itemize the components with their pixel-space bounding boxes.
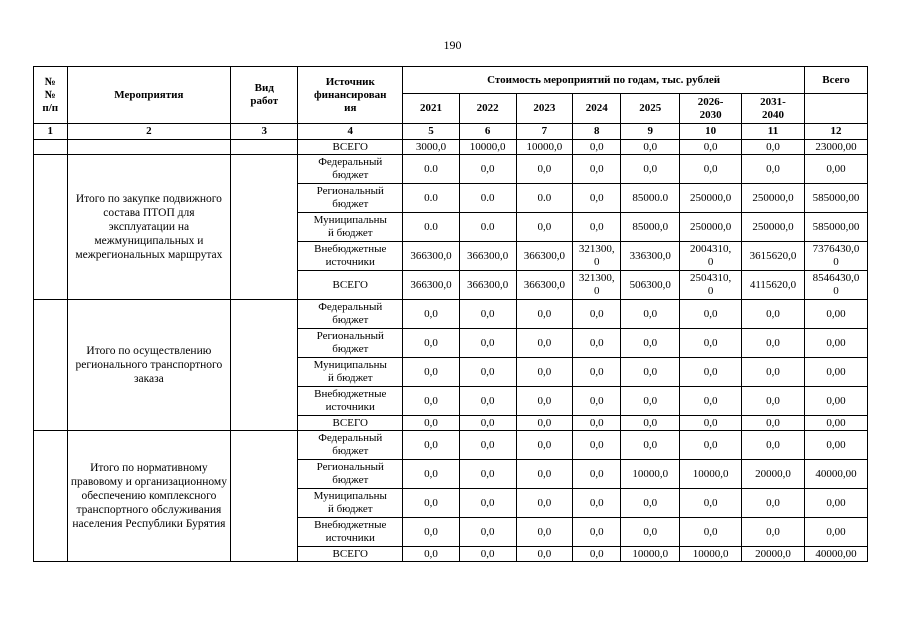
value-cell: 10000,0 bbox=[680, 460, 742, 489]
group-title: Итого по осуществлению регионального транспортного заказа bbox=[67, 300, 231, 431]
cell-blank bbox=[231, 155, 298, 300]
table-row bbox=[34, 300, 868, 329]
value-cell: 0,0 bbox=[516, 387, 573, 416]
table-row bbox=[34, 140, 868, 155]
column-number: 5 bbox=[403, 124, 460, 140]
column-number: 8 bbox=[573, 124, 621, 140]
value-cell: 20000,0 bbox=[742, 460, 805, 489]
value-cell: 0,0 bbox=[742, 518, 805, 547]
header-year: 2025 bbox=[621, 94, 680, 124]
budget-table bbox=[33, 66, 868, 562]
cell-blank bbox=[34, 431, 68, 562]
value-cell: 0,0 bbox=[573, 547, 621, 562]
value-cell: 3000,0 bbox=[403, 140, 460, 155]
value-cell: 0,0 bbox=[573, 518, 621, 547]
value-cell: 0.0 bbox=[516, 184, 573, 213]
value-cell: 366300,0 bbox=[516, 271, 573, 300]
value-cell: 250000,0 bbox=[680, 213, 742, 242]
source-cell: ВСЕГО bbox=[298, 140, 403, 155]
cell-blank bbox=[34, 140, 68, 155]
value-cell: 0,0 bbox=[573, 184, 621, 213]
value-cell: 0,0 bbox=[680, 387, 742, 416]
value-cell: 10000,0 bbox=[516, 140, 573, 155]
value-cell: 0,0 bbox=[459, 155, 516, 184]
value-cell: 366300,0 bbox=[516, 242, 573, 271]
value-cell: 0,0 bbox=[621, 416, 680, 431]
header-year: 2022 bbox=[459, 94, 516, 124]
source-cell: Региональный бюджет bbox=[298, 460, 403, 489]
column-number: 10 bbox=[680, 124, 742, 140]
header-work-type: Вид работ bbox=[231, 67, 298, 124]
value-cell: 40000,00 bbox=[804, 460, 867, 489]
value-cell: 0,0 bbox=[680, 155, 742, 184]
value-cell: 0,00 bbox=[804, 489, 867, 518]
value-cell: 0,0 bbox=[742, 416, 805, 431]
header-year: 2031- 2040 bbox=[742, 94, 805, 124]
value-cell: 4115620,0 bbox=[742, 271, 805, 300]
value-cell: 40000,00 bbox=[804, 547, 867, 562]
value-cell: 8546430,0 0 bbox=[804, 271, 867, 300]
source-cell: Муниципальны й бюджет bbox=[298, 489, 403, 518]
column-number: 4 bbox=[298, 124, 403, 140]
table-row bbox=[34, 155, 868, 184]
source-cell: Внебюджетные источники bbox=[298, 387, 403, 416]
source-cell: Внебюджетные источники bbox=[298, 518, 403, 547]
value-cell: 0,0 bbox=[403, 358, 460, 387]
column-number: 9 bbox=[621, 124, 680, 140]
value-cell: 0,0 bbox=[573, 489, 621, 518]
value-cell: 0,0 bbox=[680, 431, 742, 460]
value-cell: 0,0 bbox=[621, 300, 680, 329]
value-cell: 0,00 bbox=[804, 300, 867, 329]
value-cell: 0,0 bbox=[516, 329, 573, 358]
value-cell: 250000,0 bbox=[742, 184, 805, 213]
value-cell: 0,0 bbox=[516, 460, 573, 489]
value-cell: 3615620,0 bbox=[742, 242, 805, 271]
value-cell: 0,00 bbox=[804, 155, 867, 184]
value-cell: 0,0 bbox=[459, 416, 516, 431]
value-cell: 85000,0 bbox=[621, 213, 680, 242]
column-number: 7 bbox=[516, 124, 573, 140]
value-cell: 0,0 bbox=[742, 358, 805, 387]
source-cell: Муниципальны й бюджет bbox=[298, 213, 403, 242]
value-cell: 20000,0 bbox=[742, 547, 805, 562]
value-cell: 0,0 bbox=[573, 155, 621, 184]
value-cell: 0,0 bbox=[516, 300, 573, 329]
group-title: Итого по нормативному правовому и организационному обеспечению комплексного транспортного обслуживания населения Республики Бурятия bbox=[67, 431, 231, 562]
value-cell: 0,00 bbox=[804, 329, 867, 358]
header-num: № № п/п bbox=[34, 67, 68, 124]
value-cell: 10000,0 bbox=[621, 547, 680, 562]
value-cell: 0,0 bbox=[621, 329, 680, 358]
source-cell: Муниципальны й бюджет bbox=[298, 358, 403, 387]
header-total: Всего bbox=[804, 67, 867, 94]
value-cell: 0,0 bbox=[573, 140, 621, 155]
value-cell: 0,0 bbox=[573, 387, 621, 416]
table-row bbox=[34, 431, 868, 460]
group-title: Итого по закупке подвижного состава ПТОП для эксплуатации на межмуниципальных и межрегиональных маршрутах bbox=[67, 155, 231, 300]
value-cell: 585000,00 bbox=[804, 184, 867, 213]
value-cell: 0,00 bbox=[804, 416, 867, 431]
value-cell: 0.0 bbox=[459, 184, 516, 213]
value-cell: 0,0 bbox=[516, 416, 573, 431]
column-number: 1 bbox=[34, 124, 68, 140]
value-cell: 0,0 bbox=[621, 155, 680, 184]
column-number: 12 bbox=[804, 124, 867, 140]
value-cell: 0,0 bbox=[403, 300, 460, 329]
value-cell: 2504310, 0 bbox=[680, 271, 742, 300]
value-cell: 0,0 bbox=[403, 489, 460, 518]
value-cell: 0,0 bbox=[742, 329, 805, 358]
source-cell: Внебюджетные источники bbox=[298, 242, 403, 271]
value-cell: 23000,00 bbox=[804, 140, 867, 155]
value-cell: 0,0 bbox=[680, 489, 742, 518]
value-cell: 0,0 bbox=[403, 460, 460, 489]
source-cell: Региональный бюджет bbox=[298, 184, 403, 213]
value-cell: 0,0 bbox=[621, 489, 680, 518]
cell-blank bbox=[231, 300, 298, 431]
value-cell: 366300,0 bbox=[459, 271, 516, 300]
value-cell: 0,0 bbox=[742, 300, 805, 329]
value-cell: 0,00 bbox=[804, 358, 867, 387]
value-cell: 0,0 bbox=[680, 358, 742, 387]
value-cell: 2004310, 0 bbox=[680, 242, 742, 271]
value-cell: 0,0 bbox=[459, 547, 516, 562]
source-cell: Федеральный бюджет bbox=[298, 300, 403, 329]
value-cell: 506300,0 bbox=[621, 271, 680, 300]
value-cell: 0,0 bbox=[621, 518, 680, 547]
source-cell: Региональный бюджет bbox=[298, 329, 403, 358]
header-events: Мероприятия bbox=[67, 67, 231, 124]
value-cell: 0,0 bbox=[680, 329, 742, 358]
value-cell: 585000,00 bbox=[804, 213, 867, 242]
value-cell: 0.0 bbox=[403, 213, 460, 242]
header-total-blank bbox=[804, 94, 867, 124]
cell-blank bbox=[67, 140, 231, 155]
value-cell: 0,00 bbox=[804, 387, 867, 416]
value-cell: 0,0 bbox=[573, 431, 621, 460]
source-cell: Федеральный бюджет bbox=[298, 155, 403, 184]
value-cell: 0,0 bbox=[742, 155, 805, 184]
column-number: 6 bbox=[459, 124, 516, 140]
value-cell: 0,0 bbox=[459, 300, 516, 329]
value-cell: 0,00 bbox=[804, 431, 867, 460]
value-cell: 366300,0 bbox=[459, 242, 516, 271]
value-cell: 0,0 bbox=[403, 431, 460, 460]
value-cell: 0,0 bbox=[516, 358, 573, 387]
value-cell: 0,0 bbox=[459, 460, 516, 489]
value-cell: 0,0 bbox=[742, 489, 805, 518]
header-year: 2026- 2030 bbox=[680, 94, 742, 124]
value-cell: 10000,0 bbox=[621, 460, 680, 489]
value-cell: 0,0 bbox=[680, 300, 742, 329]
header-source: Источник финансирован ия bbox=[298, 67, 403, 124]
cell-blank bbox=[231, 431, 298, 562]
header-year: 2024 bbox=[573, 94, 621, 124]
value-cell: 0,0 bbox=[516, 155, 573, 184]
cell-blank bbox=[34, 155, 68, 300]
value-cell: 0,0 bbox=[459, 387, 516, 416]
value-cell: 0.0 bbox=[403, 155, 460, 184]
value-cell: 0,0 bbox=[516, 431, 573, 460]
source-cell: ВСЕГО bbox=[298, 271, 403, 300]
value-cell: 0,0 bbox=[459, 431, 516, 460]
value-cell: 0,0 bbox=[742, 387, 805, 416]
cell-blank bbox=[231, 140, 298, 155]
value-cell: 0,0 bbox=[516, 489, 573, 518]
value-cell: 366300,0 bbox=[403, 271, 460, 300]
value-cell: 0.0 bbox=[459, 213, 516, 242]
value-cell: 0,0 bbox=[403, 518, 460, 547]
value-cell: 0,0 bbox=[680, 518, 742, 547]
source-cell: ВСЕГО bbox=[298, 416, 403, 431]
value-cell: 336300,0 bbox=[621, 242, 680, 271]
column-number: 2 bbox=[67, 124, 231, 140]
value-cell: 0,0 bbox=[680, 416, 742, 431]
header-cost-title: Стоимость мероприятий по годам, тыс. рублей bbox=[403, 67, 805, 94]
cell-blank bbox=[34, 300, 68, 431]
value-cell: 85000.0 bbox=[621, 184, 680, 213]
value-cell: 0,0 bbox=[573, 300, 621, 329]
value-cell: 0,0 bbox=[516, 213, 573, 242]
value-cell: 0,0 bbox=[573, 213, 621, 242]
value-cell: 0,0 bbox=[742, 140, 805, 155]
value-cell: 0,0 bbox=[516, 547, 573, 562]
value-cell: 0.0 bbox=[403, 184, 460, 213]
value-cell: 0,0 bbox=[742, 431, 805, 460]
value-cell: 321300, 0 bbox=[573, 271, 621, 300]
value-cell: 0,0 bbox=[621, 431, 680, 460]
value-cell: 0,0 bbox=[573, 329, 621, 358]
value-cell: 0,0 bbox=[459, 489, 516, 518]
value-cell: 366300,0 bbox=[403, 242, 460, 271]
value-cell: 0,0 bbox=[459, 518, 516, 547]
header-year: 2021 bbox=[403, 94, 460, 124]
value-cell: 0,0 bbox=[403, 329, 460, 358]
value-cell: 250000,0 bbox=[680, 184, 742, 213]
value-cell: 250000,0 bbox=[742, 213, 805, 242]
value-cell: 0,0 bbox=[459, 358, 516, 387]
value-cell: 0,0 bbox=[516, 518, 573, 547]
source-cell: ВСЕГО bbox=[298, 547, 403, 562]
value-cell: 321300, 0 bbox=[573, 242, 621, 271]
column-number: 3 bbox=[231, 124, 298, 140]
value-cell: 0,0 bbox=[573, 460, 621, 489]
value-cell: 0,0 bbox=[621, 387, 680, 416]
page-number: 190 bbox=[443, 38, 462, 52]
value-cell: 0,0 bbox=[459, 329, 516, 358]
value-cell: 0,0 bbox=[573, 416, 621, 431]
value-cell: 0,0 bbox=[621, 140, 680, 155]
value-cell: 0,0 bbox=[403, 547, 460, 562]
value-cell: 10000,0 bbox=[459, 140, 516, 155]
column-number: 11 bbox=[742, 124, 805, 140]
header-year: 2023 bbox=[516, 94, 573, 124]
value-cell: 0,0 bbox=[573, 358, 621, 387]
value-cell: 0,0 bbox=[680, 140, 742, 155]
value-cell: 7376430,0 0 bbox=[804, 242, 867, 271]
value-cell: 0,00 bbox=[804, 518, 867, 547]
value-cell: 0,0 bbox=[621, 358, 680, 387]
source-cell: Федеральный бюджет bbox=[298, 431, 403, 460]
value-cell: 0,0 bbox=[403, 387, 460, 416]
value-cell: 10000,0 bbox=[680, 547, 742, 562]
value-cell: 0,0 bbox=[403, 416, 460, 431]
